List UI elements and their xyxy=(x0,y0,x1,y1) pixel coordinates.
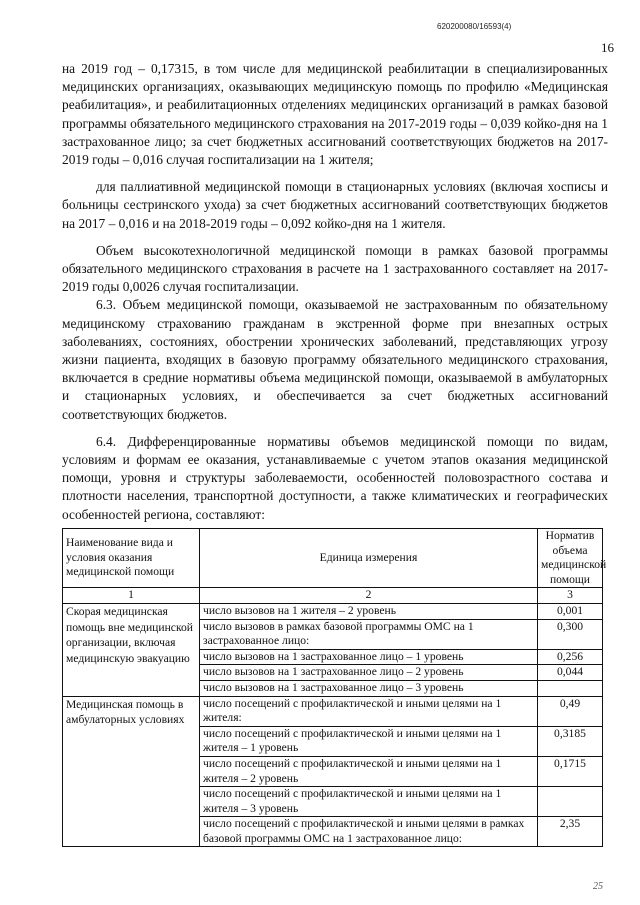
header-unit: Единица измерения xyxy=(200,529,538,588)
header-care-type: Наименование вида и условия оказания медицинской помощи xyxy=(63,529,200,588)
column-number: 2 xyxy=(200,588,538,604)
unit-cell: число вызовов на 1 застрахованное лицо – 3 уровень xyxy=(200,680,538,696)
norm-value: 0,49 xyxy=(538,696,603,726)
paragraph-section-6-3: 6.3. Объем медицинской помощи, оказываемой не застрахованным по обязательному медицинскому страхованию гражданам в экстренной форме при внезапных острых заболеваниях, состояниях, обострении хронических заболеваний, представляющих угрозу жизни пациента, входящих в базовую программу обязательного медицинского страхования, включается в средние нормативы объема медицинской помощи, оказываемой в амбулаторных и стационарных условиях, и обеспечивается за счет бюджетных ассигнований соответствующих бюджетов. xyxy=(62,297,608,422)
norm-value: 0,001 xyxy=(538,603,603,619)
care-type-emergency: Скорая медицинская помощь вне медицинской организации, включая медицинскую эвакуацию xyxy=(63,603,200,696)
table-row xyxy=(63,603,603,619)
norm-value xyxy=(538,787,603,817)
norm-value: 0,300 xyxy=(538,619,603,649)
column-number: 1 xyxy=(63,588,200,604)
unit-cell: число посещений с профилактической и иными целями на 1 жителя – 1 уровень xyxy=(200,726,538,756)
column-number: 3 xyxy=(538,588,603,604)
norm-value: 0,3185 xyxy=(538,726,603,756)
norm-value: 2,35 xyxy=(538,817,603,847)
unit-cell: число посещений с профилактической и иными целями на 1 жителя – 3 уровень xyxy=(200,787,538,817)
header-norm: Норматив объема медицинской помощи xyxy=(538,529,603,588)
unit-cell: число вызовов в рамках базовой программы ОМС на 1 застрахованное лицо: xyxy=(200,619,538,649)
paragraph-palliative: для паллиативной медицинской помощи в стационарных условиях (включая хосписы и больницы сестринского ухода) за счет бюджетных ассигнований соответствующих бюджетов на 2017 – 0,016 и на 2018-2019 годы – 0,092 койко-дня на 1 жителя. xyxy=(62,179,608,231)
paragraph-rehab-norms: на 2019 год – 0,17315, в том числе для медицинской реабилитации в специализированных медицинских организациях, оказывающих медицинскую помощь по профилю «Медицинская реабилитация», и реабилитационных отделениях медицинских организаций в рамках базовой программы обязательного медицинского страхования на 2017-2019 годы – 0,039 койко-дня на 1 застрахованное лицо; за счет бюджетных ассигнований соответствующих бюджетов на 2017-2019 годы – 0,016 случая госпитализации на 1 жителя; xyxy=(62,61,608,168)
norms-table xyxy=(62,528,607,847)
norm-value: 0,256 xyxy=(538,649,603,665)
page-number: 16 xyxy=(601,40,614,55)
care-type-outpatient: Медицинская помощь в амбулаторных условиях xyxy=(63,696,200,847)
corner-mark: 25 xyxy=(593,881,603,892)
unit-cell: число вызовов на 1 застрахованное лицо – 1 уровень xyxy=(200,649,538,665)
unit-cell: число посещений с профилактической и иными целями на 1 жителя – 2 уровень xyxy=(200,756,538,786)
column-number-row xyxy=(63,588,603,604)
document-id: 620200080/16593(4) xyxy=(437,22,512,31)
norm-value: 0,044 xyxy=(538,665,603,681)
body-text xyxy=(62,60,608,524)
unit-cell: число посещений с профилактической и иными целями на 1 жителя: xyxy=(200,696,538,726)
paragraph-high-tech: Объем высокотехнологичной медицинской помощи в рамках базовой программы обязательного медицинского страхования в расчете на 1 застрахованного составляет на 2017-2019 годы 0,0026 случая госпитализации. xyxy=(62,242,608,295)
norm-value xyxy=(538,680,603,696)
unit-cell: число вызовов на 1 жителя – 2 уровень xyxy=(200,603,538,619)
paragraph-section-6-4: 6.4. Дифференцированные нормативы объемов медицинской помощи по видам, условиям и формам ее оказания, устанавливаемые с учетом этапов оказания медицинской помощи, уровня и структуры заболеваемости, особенностей половозрастного состава и плотности населения, транспортной доступности, а также климатических и географических особенностей региона, составляют: xyxy=(62,433,608,522)
table-row xyxy=(63,696,603,726)
table-header-row xyxy=(63,529,603,588)
unit-cell: число посещений с профилактической и иными целями в рамках базовой программы ОМС на 1 застрахованное лицо: xyxy=(200,817,538,847)
norm-value: 0,1715 xyxy=(538,756,603,786)
unit-cell: число вызовов на 1 застрахованное лицо – 2 уровень xyxy=(200,665,538,681)
